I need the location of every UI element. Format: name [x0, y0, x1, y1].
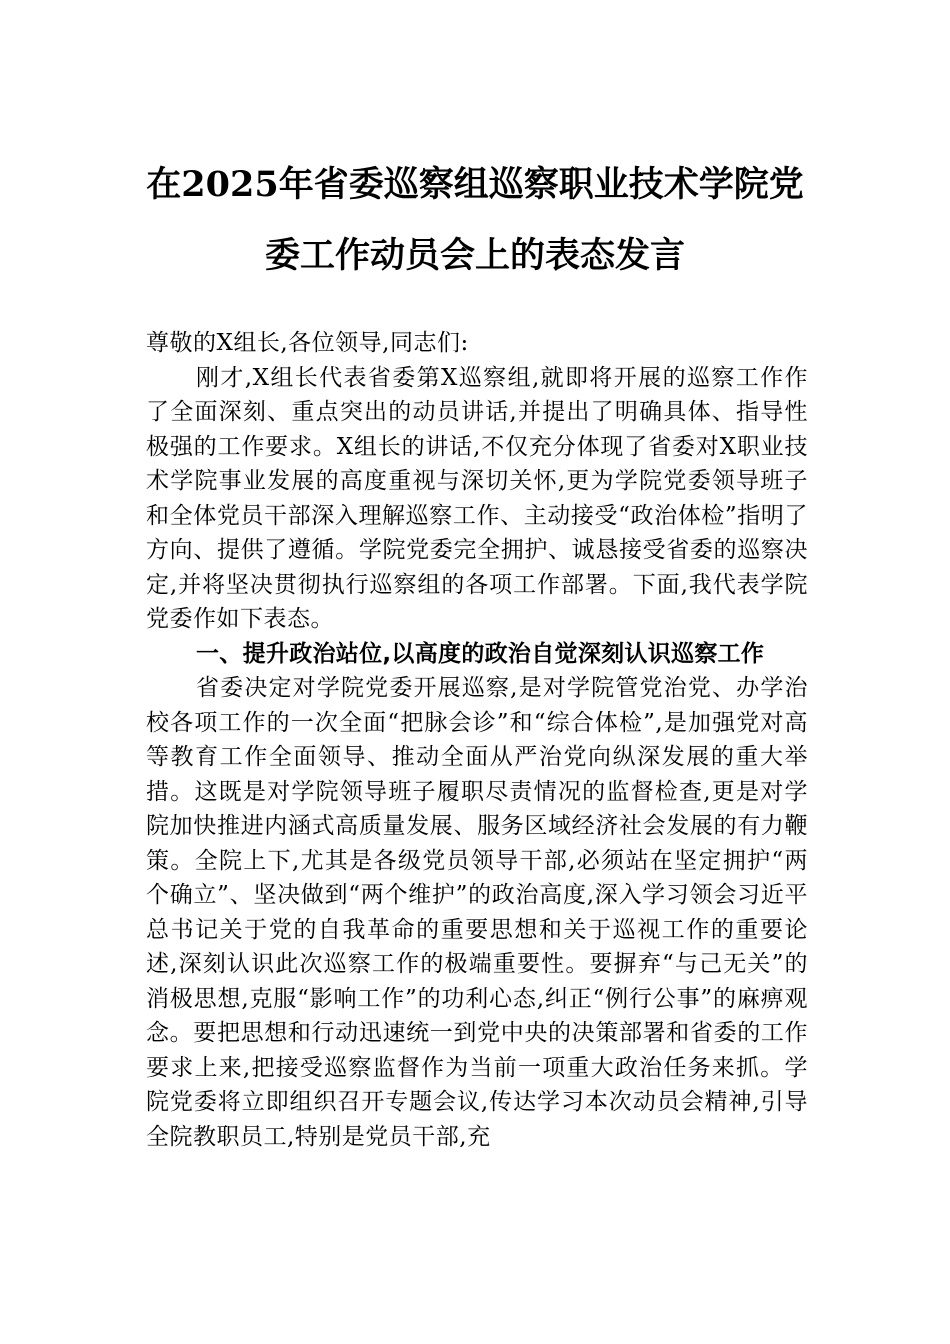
document-title-line-2: 委工作动员会上的表态发言: [264, 235, 685, 276]
salutation: 尊敬的X组长,各位领导,同志们:: [146, 330, 469, 356]
paragraph-section-1: 省委决定对学院党委开展巡察,是对学院管党治党、办学治校各项工作的一次全面“把脉会诊”和“综合体检”,是加强党对高等教育工作全面领导、推动全面从严治党向纵深发展的重大举措。这既是对学院领导班子履职尽责情况的监督检查,更是对学院加快推进内涵式高质量发展、服务区域经济社会发展的有力鞭策。全院上下,尤其是各级党员领导干部,必须站在坚定拥护“两个确立”、坚决做到“两个维护”的政治高度,深入学习领会习近平总书记关于党的自我革命的重要思想和关于巡视工作的重要论述,深刻认识此次巡察工作的极端重要性。要摒弃“与己无关”的消极思想,克服“影响工作”的功利心态,纠正“例行公事”的麻痹观念。要把思想和行动迅速统一到党中央的决策部署和省委的工作要求上来,把接受巡察监督作为当前一项重大政治任务来抓。学院党委将立即组织召开专题会议,传达学习本次动员会精神,引导全院教职员工,特别是党员干部,充: [146, 675, 808, 1150]
document-body: [146, 326, 808, 1154]
section-heading-1: 一、提升政治站位,以高度的政治自觉深刻认识巡察工作: [196, 640, 765, 667]
paragraph-opening: 刚才,X组长代表省委第X巡察组,就即将开展的巡察工作作了全面深刻、重点突出的动员讲话,并提出了明确具体、指导性极强的工作要求。X组长的讲话,不仅充分体现了省委对X职业技术学院事业发展的高度重视与深切关怀,更为学院党委领导班子和全体党员干部深入理解巡察工作、主动接受“政治体检”指明了方向、提供了遵循。学院党委完全拥护、诚恳接受省委的巡察决定,并将坚决贯彻执行巡察组的各项工作部署。下面,我代表学院党委作如下表态。: [146, 364, 808, 632]
document-title-line-1: 在2025年省委巡察组巡察职业技术学院党: [146, 164, 804, 205]
